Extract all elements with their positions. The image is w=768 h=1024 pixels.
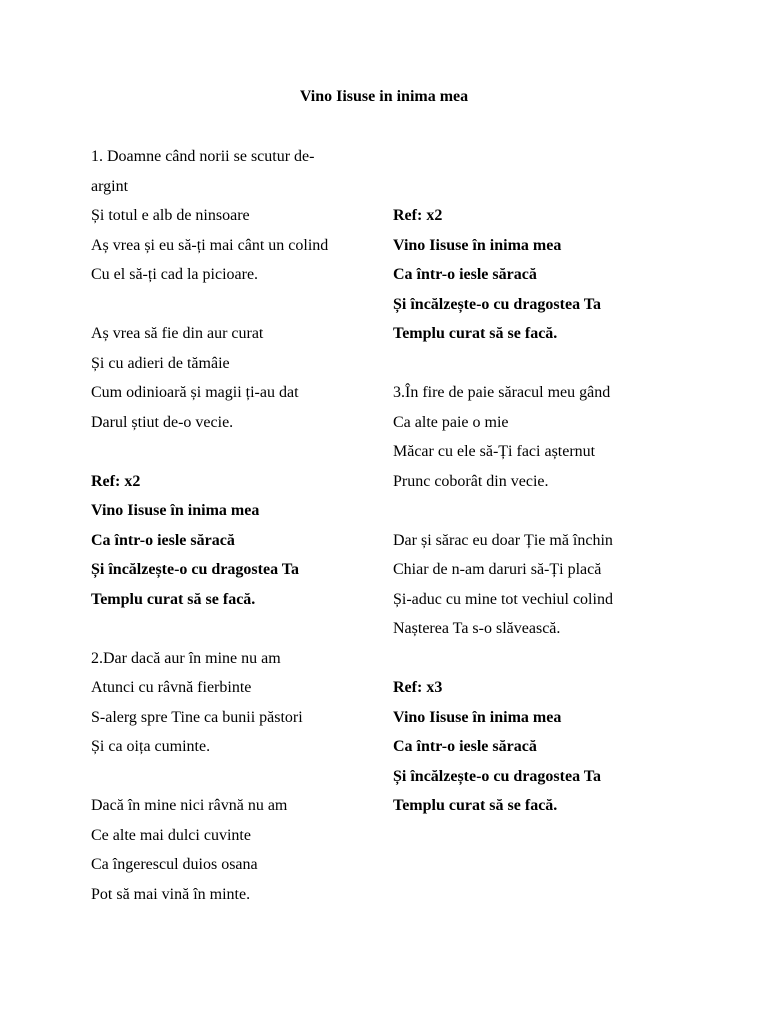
left-verse-line: Și totul e alb de ninsoare — [91, 207, 250, 224]
left-blank-line — [91, 762, 381, 792]
left-verse-line: Atunci cu râvnă fierbinte — [91, 679, 252, 696]
right-verse-line: Măcar cu ele să-Ți faci așternut — [393, 443, 596, 460]
page-title: Vino Iisuse in inima mea — [299, 88, 469, 105]
left-verse-line: Cum odinioară și magii ți-au dat — [91, 384, 299, 401]
right-verse-line: Dar și sărac eu doar Ție mă închin — [393, 531, 613, 549]
right-blank-line — [393, 349, 693, 379]
right-refrain-line: Ca într-o iesle săracă — [393, 266, 537, 283]
left-verse-line: Ca îngerescul duios osana — [91, 856, 258, 873]
left-lyrics-column — [91, 142, 381, 909]
left-blank-line — [91, 290, 381, 320]
right-refrain-line: Templu curat să se facă. — [393, 325, 558, 342]
left-verse-line: argint — [91, 177, 129, 195]
left-verse-line: Aș vrea să fie din aur curat — [91, 325, 264, 342]
right-blank-line — [393, 496, 693, 526]
right-refrain-line: Templu curat să se facă. — [393, 797, 558, 814]
left-verse-line: Cu el să-ți cad la picioare. — [91, 266, 259, 283]
right-verse-line: Chiar de n-am daruri să-Ți placă — [393, 561, 602, 578]
right-verse-line: 3.În fire de paie săracul meu gând — [393, 384, 611, 401]
right-verse-line: Și-aduc cu mine tot vechiul colind — [393, 590, 613, 608]
left-verse-line: Aș vrea și eu să-ți mai cânt un colind — [91, 236, 329, 254]
right-verse-line: Ca alte paie o mie — [393, 413, 509, 431]
left-verse-line: Darul știut de-o vecie. — [91, 413, 234, 431]
right-verse-line: Prunc coborât din vecie. — [393, 472, 549, 490]
right-refrain-line: Vino Iisuse în inima mea — [393, 708, 562, 726]
right-lyrics-column — [393, 201, 693, 821]
right-refrain-line: Și încălzește-o cu dragostea Ta — [393, 767, 601, 785]
left-blank-line — [91, 614, 381, 644]
right-refrain-line: Ref: x3 — [393, 679, 443, 696]
left-refrain-line: Ref: x2 — [91, 472, 141, 490]
right-verse-line: Nașterea Ta s-o slăvească. — [393, 620, 561, 637]
right-refrain-line: Vino Iisuse în inima mea — [393, 236, 562, 254]
left-blank-line — [91, 437, 381, 467]
left-verse-line: S-alerg spre Tine ca bunii păstori — [91, 708, 303, 726]
left-refrain-line: Vino Iisuse în inima mea — [91, 502, 260, 519]
left-refrain-line: Ca într-o iesle săracă — [91, 531, 235, 549]
left-verse-line: Pot să mai vină în minte. — [91, 885, 251, 903]
right-refrain-line: Ref: x2 — [393, 207, 443, 224]
left-refrain-line: Templu curat să se facă. — [91, 590, 256, 608]
left-verse-line: 1. Doamne când norii se scutur de- — [91, 148, 315, 165]
right-refrain-line: Și încălzește-o cu dragostea Ta — [393, 295, 601, 313]
left-verse-line: Ce alte mai dulci cuvinte — [91, 826, 251, 844]
left-refrain-line: Și încălzește-o cu dragostea Ta — [91, 561, 299, 578]
right-refrain-line: Ca într-o iesle săracă — [393, 738, 537, 755]
left-verse-line: Și cu adieri de tămâie — [91, 354, 230, 372]
right-blank-line — [393, 644, 693, 674]
left-verse-line: Și ca oița cuminte. — [91, 738, 211, 755]
left-verse-line: 2.Dar dacă aur în mine nu am — [91, 649, 281, 667]
left-verse-line: Dacă în mine nici râvnă nu am — [91, 797, 288, 814]
